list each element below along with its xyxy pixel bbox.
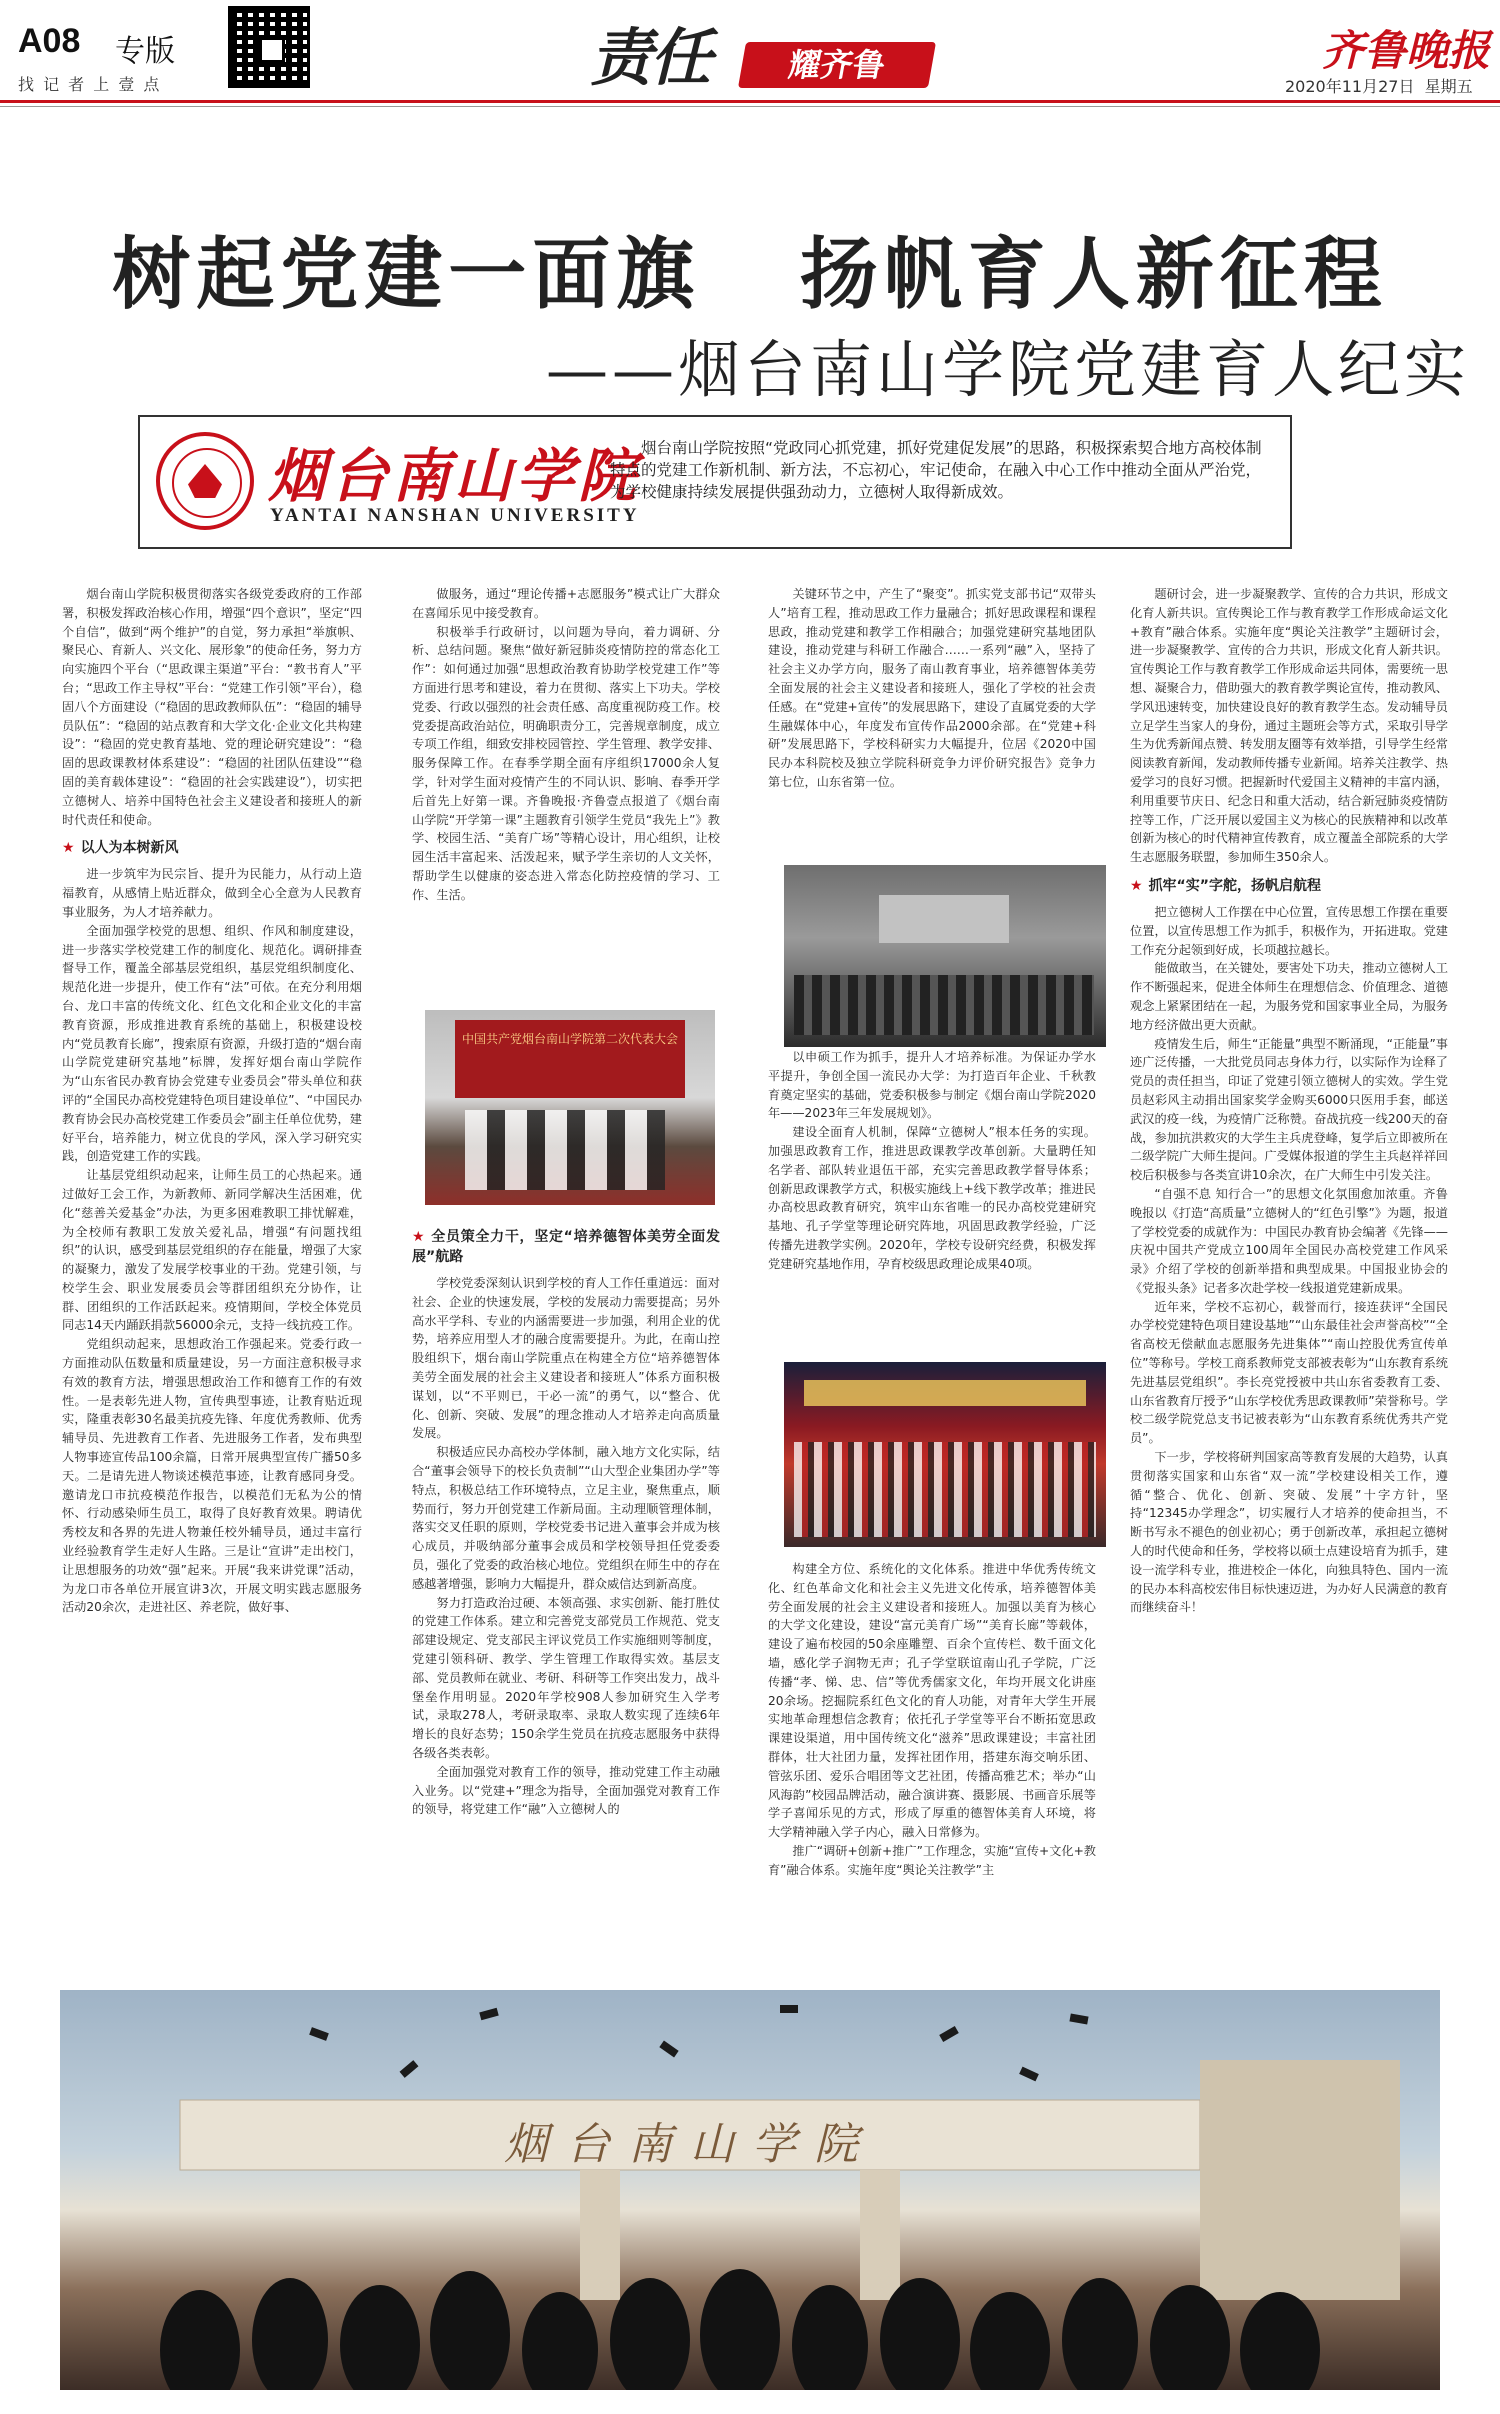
col2-paragraph: 积极适应民办高校办学体制，融入地方文化实际，结合“董事会领导下的校长负责制”“山大型企业集团办学”等特点，积极总结工作环境特点，立足主业，聚焦重点，顺势而行，努力开创党建工作新局面。主动理顺管理体制，落实交叉任职的原则，学校党委书记进入董事会并成为核心成员，并吸纳部分董事会成员和学校领导担任党委委员，强化了党委的政治核心地位。党组织在师生中的存在感越著增强，影响力大幅提升，群众威信达到新高度。 (412, 1445, 720, 1591)
col4-paragraph: 下一步，学校将研判国家高等教育发展的大趋势，认真贯彻落实国家和山东省“双一流”学校建设相关工作，遵循“整合、优化、创新、突破、发展”十字方针，坚持“12345办学理念”，切实履行人才培养的使命担当，不断书写永不褪色的创业初心；勇于创新改革，承担起立德树人的时代使命和任务，学校将以硕士点建设培育为抓手，建设一流学科专业，推进校企一体化，向独具特色、国内一流的民办本科高校宏伟目标快速迈进，为办好人民满意的教育而继续奋斗！ (1130, 1450, 1448, 1615)
col1-paragraph: 烟台南山学院积极贯彻落实各级党委政府的工作部署，积极发挥政治核心作用，增强“四个意识”，坚定“四个自信”，做到“两个维护”的自觉，努力承担“举旗帜、聚民心、育新人、兴文化、展形象”的使命任务，努力方向实施四个平台（“思政课主渠道”平台：“教书育人”平台；“思政工作主导权”平台：“党建工作引领”平台），稳固八个方面建设（“稳固的思政教师队伍”：“稳固的辅导员队伍”：“稳固的站点教育和大学文化·企业文化共构建设”：“稳固的党史教育基地、党的理论研究建设”：“稳固的思政课教材体系建设”：“稳固的社团队伍建设”“稳固的美育载体建设”：“稳固的社会实践建设”），切实把立德树人、培养中国特色社会主义建设者和接班人的新时代责任和使命。 (62, 587, 362, 827)
star-icon: ★ (412, 1229, 426, 1245)
newspaper-logo: 齐鲁晚报 (1322, 26, 1491, 75)
article-subtitle: ——烟台南山学院党建育人纪实 (545, 333, 1470, 406)
photo-caption-text: 全员策全力干，坚定“培养德智体美劳全面发展”航路 (412, 1229, 720, 1265)
col3-paragraph: 以申硕工作为抓手，提升人才培养标准。为保证办学水平提升，争创全国一流民办大学：为打造百年企业、千秋教育奠定坚实的基础，党委积极参与制定《烟台南山学院2020年——2023年三年发展规划》。 (768, 1050, 1096, 1121)
column-3-mid (768, 1048, 1096, 1348)
photo-banner-text: 中国共产党烟台南山学院第二次代表大会 (461, 1032, 678, 1046)
col4-paragraph: 能做敢当，在关键处，要害处下功夫，推动立德树人工作不断强起来，促进全体师生在理想信念、价值理念、道德观念上紧紧团结在一起，为服务党和国家事业全局，为服务地方经济做出更大贡献。 (1130, 961, 1448, 1032)
column-2 (412, 585, 720, 1005)
column-3-lower (768, 1560, 1096, 1983)
col3-paragraph: 推广“调研+创新+推广”工作理念，实施“宣传+文化+教育”融合体系。实施年度“舆论关注教学”主 (768, 1843, 1096, 1877)
page-header (0, 0, 1500, 110)
header-rule-thin (0, 106, 1500, 107)
photo-banner (455, 1020, 685, 1098)
section-heading-text: 抓牢“实”字舵，扬帆启航程 (1148, 877, 1321, 894)
section-label: 专版 (115, 34, 175, 69)
school-name-cn: 烟台南山学院 (268, 442, 641, 510)
page-number: A08 (18, 22, 81, 60)
col1-paragraph: 进一步筑牢为民宗旨、提升为民能力，从行动上造福教育，从感情上贴近群众，做到全心全意为人民教育事业服务，为人才培养献力。 (62, 867, 362, 919)
star-icon: ★ (1130, 877, 1143, 894)
photo-graduation-gate (60, 1990, 1440, 2390)
gate-pillar (580, 2170, 620, 2300)
photo-caption (412, 1227, 720, 1267)
intro-text: 烟台南山学院按照“党政同心抓党建，抓好党建促发展”的思路，积极探索契合地方高校体制特点的党建工作新机制、新方法，不忘初心，牢记使命，在融入中心工作中推动全面从严治党，为学校健康持续发展提供强劲动力，立德树人取得新成效。 (610, 439, 1262, 501)
column-1 (62, 585, 362, 1980)
issue-date (1285, 74, 1473, 97)
graduation-scene (60, 1990, 1440, 2390)
gate-pillar (860, 2170, 900, 2300)
weekday-text: 星期五 (1424, 77, 1473, 96)
col2-paragraph: 努力打造政治过硬、本领高强、求实创新、能打胜仗的党建工作体系。建立和完善党支部党员工作规范、党支部建设规定、党支部民主评议党员工作实施细则等制度，党建引领科研、教学、学生管理工作取得实效。基层支部、党员教师在就业、考研、科研等工作突出发力，战斗堡垒作用明显。2020年学校908人参加研究生入学考试，录取278人，考研录取率、录取人数实现了连续6年增长的良好态势；150余学生党员在抗疫志愿服务中获得各级各类表彰。 (412, 1595, 720, 1760)
gate-inscription: 烟台南山学院 (504, 2119, 876, 2170)
photo-award-ceremony (425, 1010, 715, 1205)
col3-paragraph: 关键环节之中，产生了“聚变”。抓实党支部书记“双带头人”培育工程，推动思政工作力量融合；抓好思政课程和课程思政，推动党建和教学工作相融合；加强党建研究基地团队建设，推动党建与科研工作融合……一系列“融”入，坚持了社会主义办学方向，服务了南山教育事业，培养德智体美劳全面发展的社会主义建设者和接班人，强化了学校的社会责任感。在“党建+宣传”的发展思路下，建设了直属党委的大学生融媒体中心，年度发布宣传作品2000余部。在“党建+科研”发展思路下，学校科研实力大幅提升，位居《2020中国民办本科院校及独立学院科研竞争力评价研究报告》竞争力第七位，山东省第一位。 (768, 587, 1096, 789)
header-rule-red (0, 100, 1500, 103)
photo-stage-performance (784, 1362, 1106, 1547)
col1-paragraph: 让基层党组织动起来，让师生员工的心热起来。通过做好工会工作，为新教师、新同学解决生活困难，优化“慈善关爱基金”办法，为更多困难教职工排忧解难，为全校师有教职工发放关爱礼品，增强“有问题找组织”的认识，感受到基层党组织的存在能量，增强了大家的凝聚力，激发了发展学校事业的干劲。党建引领，与校学生会、职业发展委员会等群团组织充分协作，让群、团组织的工作活跃起来。疫情期间，学校全体党员同志14天内踊跃捐款56000余元，支持一线抗疫工作。 (62, 1168, 362, 1333)
editor-line: 找 记 者 上 壹 点 (18, 75, 162, 94)
graduates (160, 2269, 1320, 2390)
col2-paragraph: 做服务，通过“理论传播+志愿服务”模式让广大群众在喜闻乐见中接受教育。 (412, 587, 720, 620)
people-group (465, 1110, 665, 1190)
column-3 (768, 585, 1096, 855)
column-2-lower (412, 1218, 720, 1983)
col2-paragraph: 学校党委深刻认识到学校的育人工作任重道远：面对社会、企业的快速发展，学校的发展动力需要提高；另外高水平学科、专业的内涵需要进一步加强，利用企业的优势，培养应用型人才的融合度需要提升。为此，在南山控股组织下，烟台南山学院重点在构建全方位“培养德智体美劳全面发展的社会主义建设者和接班人”体系方面积极谋划，以“不平则已，干必一流”的勇气，以“整合、优化、创新、突破、发展”的理念推动人才培养走向高质量发展。 (412, 1276, 720, 1441)
col1-paragraph: 全面加强学校党的思想、组织、作风和制度建设，进一步落实学校党建工作的制度化、规范化。调研排查督导工作，覆盖全部基层党组织，基层党组织制度化、规范化进一步提升，使工作有“法”可依。在充分利用烟台、龙口丰富的传统文化、红色文化和企业文化的丰富教育资源，形成推进教育系统的基础上，积极建设校内“党员教育长廊”，搜索原有资源，升级打造的“烟台南山学院党建研究基地”标牌，发挥好烟台南山学院作为“山东省民办教育协会党建专业委员会”带头单位和获评的“全国民办高校党建特色项目建设单位”、“中国民办教育协会民办高校党建工作委员会”副主任单位优势，建好平台，培养能力，树立优良的学风，深入学习研究实践，创造党建工作的实践。 (62, 923, 362, 1164)
qr-code-icon[interactable] (228, 6, 310, 88)
col3-paragraph: 构建全方位、系统化的文化体系。推进中华优秀传统文化、红色革命文化和社会主义先进文化传承，培养德智体美劳全面发展的社会主义建设者和接班人。加强以美育为核心的大学文化建设，建设“富元美育广场”“美育长廊”等载体，建设了遍布校园的50余座雕塑、百余个宣传栏、数千面文化墙，感化学子润物无声；孔子学堂联谊南山孔子学院，广泛传播“孝、悌、忠、信”等优秀儒家文化，年均开展文化讲座20余场。挖掘院系红色文化的育人功能，对青年大学生开展实地革命理想信念教育；依托孔子学堂等平台不断拓宽思政课建设渠道，用中国传统文化“滋养”思政课建设；丰富社团群体，壮大社团力量，发挥社团作用，搭建东海交响乐团、管弦乐团、爱乐合唱团等文艺社团，传播高雅艺术；举办“山风海韵”校园品牌活动，融合演讲赛、摄影展、书画音乐展等学子喜闻乐见的方式，形成了厚重的德智体美育人环境，将大学精神融入学子内心，融入日常修为。 (768, 1562, 1096, 1840)
article-title: 树起党建一面旗 扬帆育人新征程 (112, 229, 1388, 320)
col4-paragraph: “自强不息 知行合一”的思想文化氛围愈加浓重。齐鲁晚报以《打造“高质量”立德树人的“红色引擎”》为题，报道了学校党委的成就作为：中国民办教育协会编著《先锋——庆祝中国共产党成立100周年全国民办高校党建工作风采录》介绍了学校的创新举措和典型成果。中国报业协会的《党报头条》记者多次赴学校一线报道党建新成果。 (1130, 1186, 1448, 1295)
choir (794, 1442, 1096, 1537)
masthead-tag: 耀齐鲁 (738, 42, 936, 88)
col1-paragraph: 党组织动起来，思想政治工作强起来。党委行政一方面推动队伍数量和质量建设，另一方面注意积极寻求有效的教育方法，增强思想政治工作和德育工作的有效性。一是表彰先进人物，宣传典型事迹，让教育贴近现实，隆重表彰30名最美抗疫先锋、年度优秀教师、优秀辅导员、先进教育工作者、先进服务工作者，发布典型人物事迹宣传品100余篇，日常开展典型宣传广播50多天。二是请先进人物谈述模范事迹，让教育感同身受。邀请龙口市抗疫模范作报告，以模范们无私为公的情怀、行动感染师生员工，取得了良好教育效果。聘请优秀校友和各界的先进人物兼任校外辅导员，通过丰富行业经验教育学生走好人生路。三是让“宣讲”走出校门，让思想服务的功效“强”起来。开展“我来讲党课”活动，为龙口市各单位开展宣讲3次，开展文明实践志愿服务活动20余次，走进社区、养老院，做好事、 (62, 1337, 362, 1615)
caps (309, 2005, 1088, 2081)
audience (794, 975, 1094, 1035)
star-icon: ★ (62, 840, 75, 857)
date-text: 2020年11月27日 (1285, 77, 1415, 96)
col4-paragraph: 疫情发生后，师生“正能量”典型不断涌现，“正能量”事迹广泛传播，一大批党员同志身体力行，以实际作为诠释了党员的责任担当，印证了党建引领立德树人的实效。学生党员赵彩风主动捐出国家奖学金购买6000只医用手套，邮送武汉的疫一线，为疫情广泛称赞。奋战抗疫一线200天的奋战，参加抗洪救灾的大学生主兵虎登峰，复学后立即被所在二级学院广大师生提问。广受媒体报道的学生主兵赵祥祥回校后积极参与各类宣讲10余次，在广大师生中引发关注。 (1130, 1036, 1448, 1183)
section-heading-text: 以人为本树新风 (80, 840, 179, 857)
col4-paragraph: 近年来，学校不忘初心，载誉而行，接连获评“全国民办学校党建特色项目建设基地”“山东最佳社会声誉高校”“全省高校无偿献血志愿服务先进集体”“南山控股优秀宣传单位”等称号。学校工商系教师党支部被表彰为“山东教育系统先进基层党组织”。李长亮党授被中共山东省委教育工委、山东省教育厅授予“山东学校优秀思政课教师”荣誉称号。学校二级学院党总支书记被表彰为“山东教育系统优秀共产党员”。 (1130, 1299, 1448, 1446)
photo-meeting (784, 865, 1106, 1047)
masthead-main: 责任 (590, 21, 711, 94)
section-heading (62, 838, 362, 858)
col3-paragraph: 建设全面育人机制，保障“立德树人”根本任务的实现。加强思政教育工作，推进思政课教学改革创新。大量聘任知名学者、部队转业退伍干部，充实完善思政教学督导体系；创新思政课教学方式，积极实施线上+线下教学改革；推进民办高校思政教育研究，筑牢山东省唯一的民办高校党建研究基地、孔子学堂等理论研究阵地，巩固思政教学经验，广泛传播先进教学实例。2020年，学校专设研究经费，积极发挥党建研究基地作用，孕育校级思政理论成果40项。 (768, 1125, 1096, 1271)
col4-paragraph: 题研讨会，进一步凝聚教学、宣传的合力共识，形成文化育人新共识。宣传舆论工作与教育教学工作形成命运文化+教育”融合体系。实施年度“舆论关注教学”主题研讨会，进一步凝聚教学、宣传的合力共识，形成文化育人新共识。宣传舆论工作与教育教学工作形成命运共同体，需要统一思想、凝聚合力，借助强大的教育教学舆论宣传，推动教风、学风迅速转变，加快建设良好的教育教学生态。发动辅导员立足学生当家人的身份，通过主题班会等方式，采取引导学生为优秀新闻点赞、转发朋友圈等有效举措，引导学生经常阅读教育新闻，发动教师传播专业新闻。培养关注教学、热爱学习的良好习惯。把握新时代爱国主义精神的丰富内涵，利用重要节庆日、纪念日和重大活动，结合新冠肺炎疫情防控等工作，广泛开展以爱国主义为核心的民族精神和以改革创新为核心的时代精神宣传教育，成立覆盖全部院系的大学生志愿服务联盟，参加师生350余人。 (1130, 587, 1448, 865)
col2-paragraph: 积极举手行政研讨，以问题为导向，着力调研、分析、总结问题。聚焦“做好新冠肺炎疫情防控的常态化工作”：如何通过加强“思想政治教育协助学校党建工作”等方面进行思考和建设，着力在贯彻、落实上下功夫。学校党委、行政以强烈的社会责任感、高度重视防疫工作。校党委提高政治站位，明确职责分工，完善规章制度，成立专项工作组，细致安排校园管控、学生管理、教学安排、服务保障工作。在春季学期全面有序组织17000余人复学，针对学生面对疫情产生的不同认识、影响、春季开学后首先上好第一课。齐鲁晚报·齐鲁壹点报道了《烟台南山学院“开学第一课”主题教育引领学生党员“我先上”》教学、校园生活、“美育广场”等精心设计，用心组织，让校园生活丰富起来、活泼起来，赋予学生亲切的人文关怀，帮助学生以健康的姿态进入常态化防控疫情的学习、工作、生活。 (412, 624, 720, 902)
intro-box (138, 415, 1292, 549)
col2-paragraph: 全面加强党对教育工作的领导，推动党建工作主动融入业务。以“党建+”理念为指导，全面加强党对教育工作的领导，将党建工作“融”入立德树人的 (412, 1764, 720, 1817)
projection-screen (879, 895, 1009, 943)
stage-banner (804, 1380, 1086, 1406)
col4-paragraph: 把立德树人工作摆在中心位置，宣传思想工作摆在重要位置，以宣传思想工作为抓手，积极作为，开拓进取。党建工作充分起领到好成，长项越拉越长。 (1130, 904, 1448, 957)
column-4 (1130, 585, 1448, 1980)
school-name-en: YANTAI NANSHAN UNIVERSITY (270, 505, 640, 526)
building (1200, 2060, 1400, 2300)
school-seal-icon (156, 432, 254, 530)
section-heading (1130, 876, 1448, 896)
